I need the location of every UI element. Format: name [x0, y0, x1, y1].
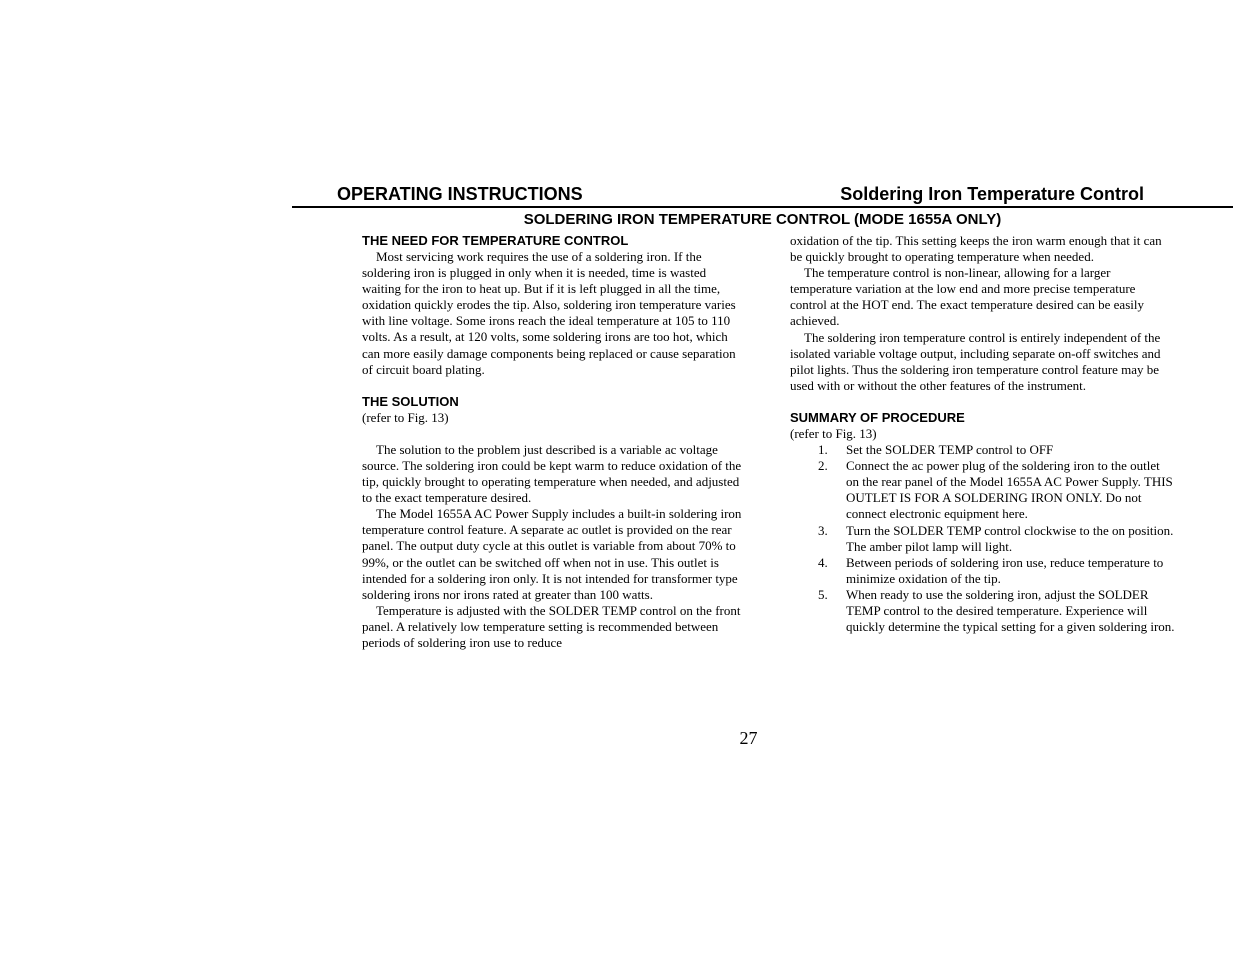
step-text: When ready to use the soldering iron, adjust the SOLDER TEMP control to the desired temperature. Experience will quickly determine the typical setting for a given soldering iron.	[846, 586, 1175, 635]
step-text: Connect the ac power plug of the soldering iron to the outlet on the rear panel of the Model 1655A AC Power Supply. THIS OUTLET IS FOR A SOLDERING IRON ONLY. Do not connect electronic equipment here.	[846, 458, 1173, 522]
spacer	[790, 394, 1175, 410]
need-paragraph: Most servicing work requires the use of a soldering iron. If the soldering iron is plugged in only when it is needed, time is wasted waiting for the iron to heat up. But if it is left plugged in all the time, oxidation quickly erodes the tip. Also, soldering iron temperature varies with line voltage. Some irons reach the ideal temperature at 105 to 110 volts. As a result, at 120 volts, some soldering irons are too hot, which can more easily damage components being replaced or cause separation of circuit board plating.	[362, 249, 736, 377]
header-left-title: OPERATING INSTRUCTIONS	[337, 184, 583, 204]
right-column	[790, 233, 1175, 635]
summary-heading: SUMMARY OF PROCEDURE	[790, 409, 965, 425]
procedure-step	[790, 442, 1175, 458]
step-number: 5.	[818, 586, 828, 602]
step-number: 2.	[818, 458, 828, 474]
solution-heading: THE SOLUTION	[362, 393, 459, 409]
independent-paragraph: The soldering iron temperature control is entirely independent of the isolated variable voltage output, including separate on-off switches and pilot lights. Thus the soldering iron temperature control feature may be used with or without the other features of the instrument.	[790, 329, 1161, 393]
spacer	[362, 378, 747, 394]
solution-paragraph-1: The solution to the problem just described is a variable ac voltage source. The soldering iron could be kept warm to reduce oxidation of the tip, quickly brought to operating temperature when needed, and adjusted to the exact temperature desired.	[362, 441, 742, 506]
spacer	[362, 426, 747, 442]
header-rule	[292, 206, 1233, 208]
left-column	[362, 233, 747, 651]
procedure-list	[790, 442, 1175, 635]
step-text: Set the SOLDER TEMP control to OFF	[846, 442, 1054, 458]
procedure-step	[790, 555, 1175, 587]
procedure-step	[790, 523, 1175, 555]
step-number: 3.	[818, 522, 828, 538]
nonlinear-paragraph: The temperature control is non-linear, allowing for a larger temperature variation at the low end and more precise temperature control at the HOT end. The exact temperature desired can be easily achieved.	[790, 265, 1144, 329]
section-title: SOLDERING IRON TEMPERATURE CONTROL (MODE 1655A ONLY)	[523, 211, 1002, 228]
step-number: 1.	[818, 442, 828, 458]
solution-ref: (refer to Fig. 13)	[362, 409, 449, 425]
procedure-step	[790, 458, 1175, 522]
step-text: Turn the SOLDER TEMP control clockwise to the on position. The amber pilot lamp will light.	[846, 522, 1174, 554]
need-heading: THE NEED FOR TEMPERATURE CONTROL	[362, 233, 629, 248]
solution-paragraph-2: The Model 1655A AC Power Supply includes a built-in soldering iron temperature control feature. A separate ac outlet is provided on the rear panel. The output duty cycle at this outlet is variable from about 70% to 99%, or the outlet can be switched off when not in use. This outlet is intended for a soldering iron only. It is not intended for transformer type soldering irons nor irons rated at greater than 100 watts.	[362, 506, 742, 602]
step-number: 4.	[818, 554, 828, 570]
page-number: 27	[739, 728, 758, 748]
step-text: Between periods of soldering iron use, reduce temperature to minimize oxidation of the tip.	[846, 554, 1164, 586]
procedure-step	[790, 587, 1175, 635]
solution-paragraph-3: Temperature is adjusted with the SOLDER TEMP control on the front panel. A relatively low temperature setting is recommended between periods of soldering iron use to reduce	[362, 602, 741, 650]
summary-ref: (refer to Fig. 13)	[790, 425, 877, 441]
continued-paragraph: oxidation of the tip. This setting keeps the iron warm enough that it can be quickly brought to operating temperature when needed.	[790, 233, 1162, 265]
header-right-title: Soldering Iron Temperature Control	[840, 184, 1144, 204]
